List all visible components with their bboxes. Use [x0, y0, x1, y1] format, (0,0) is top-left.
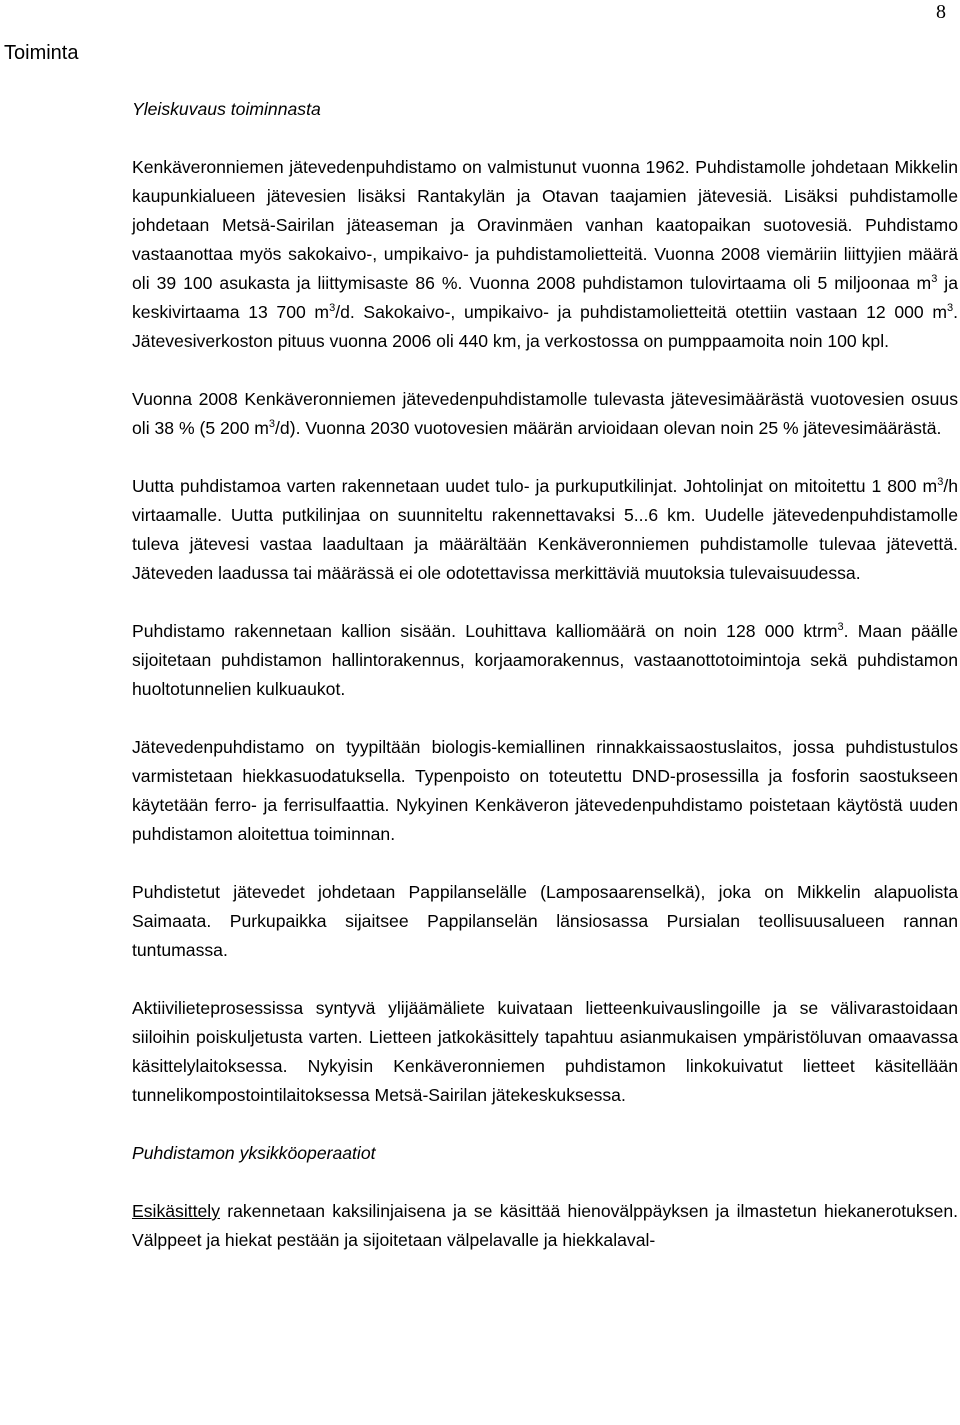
- page-number: 8: [936, 1, 946, 23]
- paragraph-sludge: Aktiivilieteprosessissa syntyvä ylijäämäliete kuivataan lietteenkuivauslingoille ja se välivarastoidaan siiloihin poiskuljetusta varten. Lietteen jatkokäsittely tapahtuu asianmukaisen ympäristöluvan omaavassa käsittelylaitoksessa. Nykyisin Kenkäveronniemen puhdistamon linkokuivatut lietteet käsitellään tunnelikompostointilaitoksessa Metsä-Sairilan jätekeskuksessa.: [132, 998, 958, 1105]
- text-segment: rakennetaan kaksilinjaisena ja se käsittää hienovälppäyksen ja ilmastetun hiekanerotuksen. Välppeet ja hiekat pestään ja sijoitetaan välpelavalle ja hiekkalaval-: [132, 1201, 958, 1250]
- paragraph-facility-overview: [132, 153, 958, 356]
- text-segment: . Maan päälle sijoitetaan puhdistamon hallintorakennus, korjaamorakennus, vastaanottotoimintoja sekä puhdistamon huoltotunnelien kulkuaukot.: [132, 621, 958, 699]
- superscript: 3: [837, 621, 844, 634]
- superscript: 3: [946, 302, 954, 315]
- text-segment: Kenkäveronniemen jätevedenpuhdistamo on valmistunut vuonna 1962. Puhdistamolle johdetaan Mikkelin kaupunkialueen jätevesien lisäksi Rantakylän ja Otavan taajamien jätevesiä. Lisäksi puhdistamolle johdetaan Metsä-Sairilan jäteaseman ja Oravinmäen vanhan kaatopaikan suotovesiä. Puhdistamo vastaanottaa myös sakokaivo-, umpikaivo- ja puhdistamolietteitä. Vuonna 2008 viemäriin liittyjien määrä oli 39 100 asukasta ja liittymisaste 86 %. Vuonna 2008 puhdistamon tulovirtaama oli 5 miljoonaa m: [132, 157, 958, 293]
- paragraph-rock-construction: [132, 617, 958, 704]
- term-pretreatment: Esikäsittely: [132, 1201, 220, 1221]
- superscript: 3: [937, 476, 944, 489]
- text-segment: /h virtaamalle. Uutta putkilinjaa on suunniteltu rakennettavaksi 5...6 km. Uudelle jätevedenpuhdistamolle tuleva jätevesi vastaa laadultaan ja määrältään Kenkäveronniemen puhdistamolle tulevaa jätevettä. Jäteveden laadussa tai määrässä ei ole odotettavissa merkittäviä muutoksia tulevaisuudessa.: [132, 476, 958, 583]
- superscript: 3: [268, 418, 276, 431]
- paragraph-pipelines: [132, 472, 958, 588]
- superscript: 3: [931, 273, 938, 286]
- subheading-overview: Yleiskuvaus toiminnasta: [132, 99, 321, 119]
- text-segment: ja keskivirtaama 13 700 m: [132, 273, 958, 322]
- document-body: [132, 95, 958, 1284]
- text-segment: /d. Sakokaivo-, umpikaivo- ja puhdistamolietteitä otettiin vastaan 12 000 m: [335, 302, 947, 322]
- paragraph-pretreatment: [132, 1197, 958, 1255]
- text-segment: Uutta puhdistamoa varten rakennetaan uudet tulo- ja purkuputkilinjat. Johtolinjat on mitoitettu 1 800 m: [132, 476, 938, 496]
- paragraph-discharge: Puhdistetut jätevedet johdetaan Pappilanselälle (Lamposaarenselkä), joka on Mikkelin alapuolista Saimaata. Purkupaikka sijaitsee Pappilanselän länsiosassa Pursialan teollisuusalueen rannan tuntumassa.: [132, 882, 958, 960]
- superscript: 3: [329, 302, 336, 315]
- paragraph-process-type: Jätevedenpuhdistamo on tyypiltään biologis-kemiallinen rinnakkaissaostuslaitos, jossa puhdistustulos varmistetaan hiekkasuodatuksella. Typenpoisto on toteutettu DND-prosessilla ja fosforin saostukseen käytetään ferro- ja ferrisulfaattia. Nykyinen Kenkäveron jätevedenpuhdistamo poistetaan käytöstä uuden puhdistamon aloitettua toiminnan.: [132, 737, 958, 844]
- paragraph-leakage-water: [132, 385, 958, 443]
- text-segment: /d). Vuonna 2030 vuotovesien määrän arvioidaan olevan noin 25 % jätevesimäärästä.: [275, 418, 942, 438]
- subheading-unit-operations: Puhdistamon yksikköoperaatiot: [132, 1143, 376, 1163]
- text-segment: Vuonna 2008 Kenkäveronniemen jätevedenpuhdistamolle tulevasta jätevesimäärästä vuotovesien osuus oli 38 % (5 200 m: [132, 389, 958, 438]
- text-segment: Puhdistamo rakennetaan kallion sisään. Louhittava kalliomäärä on noin 128 000 ktrm: [132, 621, 838, 641]
- text-segment: . Jätevesiverkoston pituus vuonna 2006 oli 440 km, ja verkostossa on pumppaamoita noin 100 kpl.: [132, 302, 958, 351]
- section-title: Toiminta: [4, 42, 79, 64]
